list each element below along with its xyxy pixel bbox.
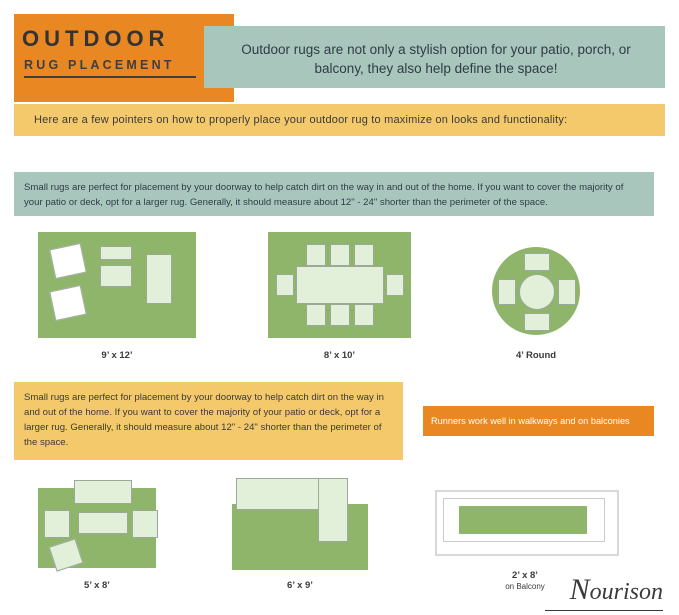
round-chair-top [524, 253, 550, 271]
dining-chair-top-2 [330, 244, 350, 266]
dining-table [296, 266, 384, 304]
round-chair-bottom [524, 313, 550, 331]
section1-banner-text: Small rugs are perfect for placement by your doorway to help catch dirt on the way in and out of the home. If you want to cover the majority of your patio or deck, opt for a larger rug. Generally, it should measure about 12" - 24" shorter than the perimeter of the space. [24, 182, 624, 208]
caption-9x12 [38, 350, 196, 361]
caption-6x9 [232, 580, 368, 591]
sofa-top [74, 480, 132, 504]
caption-5x8-text: 5’ x 8’ [84, 580, 110, 591]
title-divider [24, 76, 196, 78]
round-chair-left [498, 279, 516, 305]
round-chair-right [558, 279, 576, 305]
caption-9x12-text: 9’ x 12’ [101, 350, 133, 361]
brand-logo [570, 573, 663, 607]
figure-2x8-balcony [435, 490, 615, 552]
page-title: OUTDOOR [22, 26, 170, 51]
page-subtitle: RUG PLACEMENT [24, 58, 175, 72]
brand-logo-initial: N [569, 573, 590, 606]
header-intro-text: Outdoor rugs are not only a stylish option for your patio, porch, or balcony, they also help define the space! [241, 42, 631, 76]
section2-banner-text: Small rugs are perfect for placement by your doorway to help catch dirt on the way in and out of the home. If you want to cover the majority of your patio or deck, opt for a larger rug. Generally, it should measure about 12" - 24" shorter than the perimeter of the space. [24, 392, 384, 448]
dining-chair-right [386, 274, 404, 296]
coffee-table-5x8 [78, 512, 128, 534]
dining-chair-top-1 [306, 244, 326, 266]
brand-logo-text: ourison [589, 579, 663, 605]
dining-chair-bottom-1 [306, 304, 326, 326]
sectional-side [318, 478, 348, 542]
dining-chair-bottom-3 [354, 304, 374, 326]
caption-2x8-sub: on Balcony [505, 582, 545, 591]
figure-8x10 [268, 232, 411, 338]
armchair-left [44, 510, 70, 538]
sofa [146, 254, 172, 304]
runner-banner-text: Runners work well in walkways and on balconies [431, 416, 630, 426]
dining-chair-top-3 [354, 244, 374, 266]
dining-chair-left [276, 274, 294, 296]
caption-2x8-text: 2’ x 8’ [512, 570, 538, 581]
caption-6x9-text: 6’ x 9’ [287, 580, 313, 591]
figure-5x8 [38, 488, 156, 568]
header-pointer-text: Here are a few pointers on how to properly place your outdoor rug to maximize on looks and functionality: [34, 114, 568, 126]
figure-4-round [492, 247, 580, 335]
rug-2x8-runner [459, 506, 587, 534]
armchair-right [132, 510, 158, 538]
caption-8x10 [268, 350, 411, 361]
caption-5x8 [38, 580, 156, 591]
brand-logo-underline [545, 610, 663, 612]
coffee-table [100, 265, 132, 287]
figure-9x12 [38, 232, 196, 338]
figure-6x9 [232, 478, 368, 570]
caption-8x10-text: 8’ x 10’ [323, 350, 356, 361]
side-table [100, 246, 132, 260]
caption-4-round [492, 350, 580, 361]
dining-chair-bottom-2 [330, 304, 350, 326]
caption-4-round-text: 4’ Round [515, 350, 557, 361]
round-table [519, 274, 555, 310]
